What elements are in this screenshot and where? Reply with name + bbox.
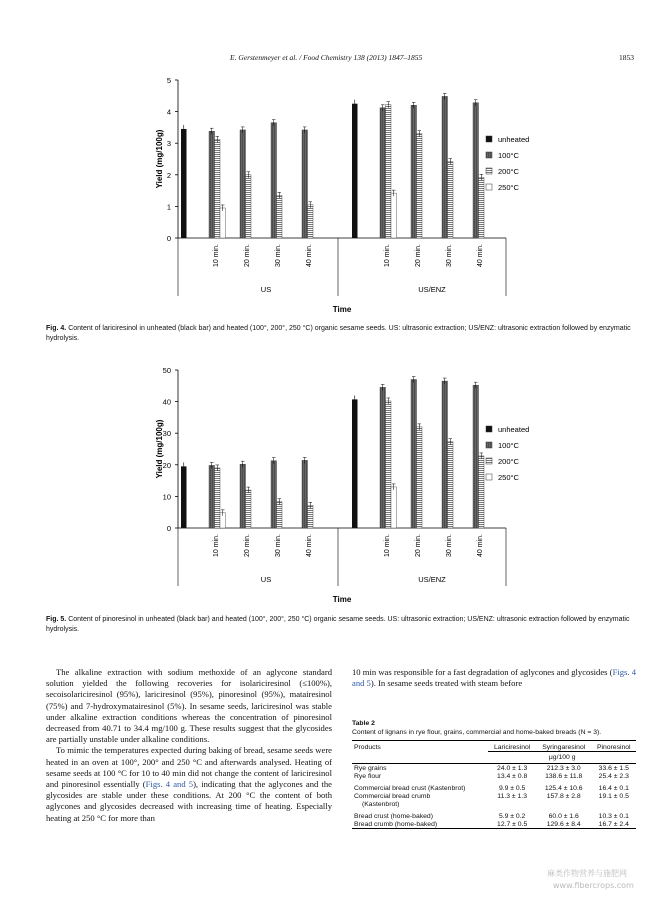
bar-unheated: [352, 104, 358, 238]
row-product: (Kastenbrot): [362, 801, 400, 808]
bar-100c: [240, 464, 246, 528]
row-value: 16.7 ± 2.4: [598, 821, 629, 828]
bar-200c: [479, 456, 485, 528]
bar-200c: [277, 502, 283, 528]
time-label: 30 min.: [275, 534, 282, 557]
paragraph-2-text-a: To mimic the temperatures expected during baking of bread, sesame seeds were heated in an oven at 100°, 200° and 250 °C and afterwards analysed. Heating of sesame seeds at 100 °C for 10 to 40 min did not change the content of lariciresinol and pinoresinol essentially (: [46, 745, 332, 790]
legend-swatch: [486, 474, 492, 480]
bar-200c: [308, 205, 314, 238]
figure-4-caption-label: Fig. 4.: [46, 325, 67, 332]
row-value: 212.3 ± 3.0: [546, 765, 581, 772]
time-label: 20 min.: [415, 534, 422, 557]
legend-swatch: [486, 184, 492, 190]
group-label: US/ENZ: [418, 575, 446, 584]
row-value: 129.6 ± 8.4: [546, 821, 581, 828]
time-label: 40 min.: [477, 534, 484, 557]
bar-100c: [411, 105, 417, 238]
right-text-a: 10 min was responsible for a fast degradation of aglycones and glycosides (: [352, 667, 613, 677]
bar-200c: [386, 401, 392, 528]
bar-100c: [473, 385, 479, 528]
left-column-text: [46, 667, 332, 824]
col-products: Products: [354, 744, 381, 752]
right-text-b: ). In sesame seeds treated with steam before: [370, 678, 523, 689]
row-value: 11.3 ± 1.3: [497, 793, 527, 800]
bar-100c: [411, 379, 417, 528]
y-tick-label: 40: [162, 397, 171, 407]
unit-label: μg/100 g: [488, 752, 636, 764]
time-label: 20 min.: [244, 244, 251, 267]
row-product: Rye grains: [354, 765, 387, 772]
time-label: 40 min.: [477, 244, 484, 267]
figure-4-chart: [150, 72, 530, 320]
x-axis-label: Time: [332, 305, 352, 314]
time-label: 10 min.: [384, 244, 391, 267]
bar-250c: [391, 193, 397, 238]
y-tick-label: 0: [166, 234, 171, 243]
bar-250c: [391, 487, 397, 528]
table-row: [352, 820, 636, 829]
right-column-text: [352, 667, 636, 689]
bar-200c: [417, 134, 423, 238]
bar-250c: [220, 208, 226, 238]
legend-swatch: [486, 458, 492, 464]
legend-label: unheated: [498, 425, 530, 434]
col-pinoresinol: Pinoresinol: [596, 744, 631, 751]
row-product: Rye flour: [354, 773, 382, 780]
time-label: 10 min.: [213, 244, 220, 267]
y-tick-label: 1: [166, 202, 171, 212]
time-label: 20 min.: [415, 244, 422, 267]
y-tick-label: 50: [162, 366, 171, 375]
row-value: 10.3 ± 0.1: [598, 813, 629, 820]
y-axis-label: Yield (mg/100g): [155, 129, 164, 189]
time-label: 40 min.: [306, 534, 313, 557]
legend-swatch: [486, 168, 492, 174]
bar-200c: [308, 505, 314, 528]
row-value: [488, 800, 536, 808]
watermark-cn: 麻类作物营养与施肥网: [547, 869, 627, 878]
x-axis-label: Time: [332, 595, 352, 604]
table-caption: Content of lignans in rye flour, grains, commercial and home-baked breads (N = 3).: [352, 729, 602, 736]
row-product: Commercial bread crumb: [354, 793, 431, 800]
legend-label: 200°C: [498, 457, 519, 466]
group-label: US: [260, 575, 272, 584]
y-tick-label: 4: [166, 107, 171, 117]
paragraph-2: [46, 745, 332, 823]
bar-unheated: [181, 129, 187, 238]
bar-unheated: [352, 399, 358, 528]
bar-200c: [215, 468, 221, 528]
bar-100c: [302, 130, 308, 238]
figs-4-5-link[interactable]: Figs. 4 and 5: [145, 779, 194, 790]
table-row: [352, 792, 636, 800]
bar-200c: [246, 175, 252, 238]
bar-100c: [442, 96, 448, 238]
figure-5-caption: [46, 615, 636, 635]
time-label: 30 min.: [446, 534, 453, 557]
legend-swatch: [486, 136, 492, 142]
time-label: 30 min.: [446, 244, 453, 267]
legend-swatch: [486, 426, 492, 432]
legend-label: 100°C: [498, 441, 519, 450]
legend-swatch: [486, 442, 492, 448]
legend-label: unheated: [498, 135, 530, 144]
legend-label: 250°C: [498, 183, 519, 192]
bar-100c: [271, 123, 277, 238]
row-value: 25.4 ± 2.3: [598, 773, 629, 780]
row-value: 9.9 ± 0.5: [498, 785, 526, 792]
row-product: Commercial bread crust (Kastenbrot): [354, 785, 466, 792]
figure-5-chart: [150, 362, 530, 608]
legend-swatch: [486, 152, 492, 158]
figure-5-caption-label: Fig. 5.: [46, 616, 67, 623]
bar-100c: [302, 460, 308, 528]
bar-unheated: [181, 466, 187, 528]
y-tick-label: 20: [162, 460, 171, 470]
y-tick-label: 2: [166, 170, 171, 180]
y-tick-label: 30: [162, 429, 171, 439]
figure-4-caption-text: Content of lariciresinol in unheated (black bar) and heated (100°, 200°, 250 °C) organic sesame seeds. US: ultrasonic extraction; US/ENZ: ultrasonic extraction followed by enzymatic hydrolysis.: [46, 325, 631, 342]
bar-100c: [473, 103, 479, 238]
bar-100c: [271, 461, 277, 528]
row-value: 13.4 ± 0.8: [497, 773, 528, 780]
row-value: 33.6 ± 1.5: [598, 765, 629, 772]
figure-5-caption-text: Content of pinoresinol in unheated (black bar) and heated (100°, 200°, 250 °C) organic sesame seeds. US: ultrasonic extraction; US/ENZ: ultrasonic extraction followed by enzymatic hydrolysis.: [46, 616, 630, 633]
bar-100c: [442, 381, 448, 528]
table-row: [352, 772, 636, 780]
bar-200c: [277, 195, 283, 238]
bar-200c: [448, 442, 454, 528]
time-label: 30 min.: [275, 244, 282, 267]
y-tick-label: 3: [166, 139, 171, 149]
time-label: 20 min.: [244, 534, 251, 557]
row-value: 60.0 ± 1.6: [548, 813, 579, 820]
legend-label: 250°C: [498, 473, 519, 482]
table-row: [352, 764, 636, 773]
table-row: [352, 808, 636, 820]
y-axis-label: Yield (mg/100g): [155, 419, 164, 479]
running-header: E. Gerstenmeyer et al. / Food Chemistry 138 (2013) 1847–1855: [230, 53, 423, 62]
group-label: US/ENZ: [418, 285, 446, 294]
bar-200c: [479, 177, 485, 238]
group-label: US: [260, 285, 272, 294]
table-row: [352, 780, 636, 792]
y-tick-label: 10: [162, 492, 171, 502]
row-value: 16.4 ± 0.1: [598, 785, 629, 792]
col-syringaresinol: Syringaresinol: [542, 744, 586, 751]
figure-4-caption: [46, 324, 636, 344]
figs-4-5-link-right[interactable]: Figs. 4 and 5: [352, 667, 636, 689]
bar-100c: [209, 465, 215, 528]
paragraph-2-text-b: ), indicating that the aglycones and the glycosides are stable under these conditions. At 200 °C the content of both aglycones and glycosides decreased with increasing time of heating. Especially heating at 250 °C for more than: [46, 779, 332, 823]
bar-100c: [209, 131, 215, 238]
bar-100c: [240, 130, 246, 238]
row-value: 12.7 ± 0.5: [497, 821, 528, 828]
row-value: 125.4 ± 10.6: [544, 785, 583, 792]
bar-200c: [246, 490, 252, 528]
paragraph-1: The alkaline extraction with sodium methoxide of an aglycone standard solution yielded the following recoveries for isolariciresinol (≤100%), secoisolariciresinol (95%), lariciresinol (95%), pinoresinol (95%), matairesinol (75%) and 7-hydroxymatairesinol (5%). In sesame seeds, lariciresinol was stable under alkaline extraction conditions whereas the concentration of pinoresinol decreased from 40.71 to 34.4 mg/100 g. These results suggest that the glycosides are partially unstable under alkaline conditions.: [46, 667, 332, 745]
row-product: Bread crust (home-baked): [354, 813, 433, 820]
row-product: Bread crumb (home-baked): [354, 821, 438, 828]
table-row: [352, 800, 636, 808]
time-label: 40 min.: [306, 244, 313, 267]
time-label: 10 min.: [213, 534, 220, 557]
table-2: [352, 720, 636, 829]
col-lariciresinol: Lariciresinol: [494, 744, 531, 751]
row-value: 19.1 ± 0.5: [598, 793, 629, 800]
legend-label: 100°C: [498, 151, 519, 160]
row-value: 157.8 ± 2.8: [546, 793, 581, 800]
bar-200c: [386, 105, 392, 238]
bar-200c: [448, 162, 454, 238]
row-value: 5.9 ± 0.2: [498, 813, 526, 820]
time-label: 10 min.: [384, 534, 391, 557]
row-value: 138.6 ± 11.8: [545, 773, 583, 780]
row-value: [592, 800, 636, 808]
bar-100c: [380, 108, 386, 238]
bar-200c: [417, 427, 423, 528]
table-2-grid: [352, 740, 636, 829]
y-tick-label: 0: [166, 524, 171, 533]
page-number: 1853: [619, 53, 634, 62]
watermark-url: www.fibercrops.com: [553, 881, 634, 890]
row-value: 24.0 ± 1.3: [497, 765, 528, 772]
table-label: Table 2: [352, 720, 375, 727]
legend-label: 200°C: [498, 167, 519, 176]
bar-200c: [215, 139, 221, 238]
bar-100c: [380, 387, 386, 528]
y-tick-label: 5: [166, 76, 171, 85]
row-value: [536, 800, 592, 808]
